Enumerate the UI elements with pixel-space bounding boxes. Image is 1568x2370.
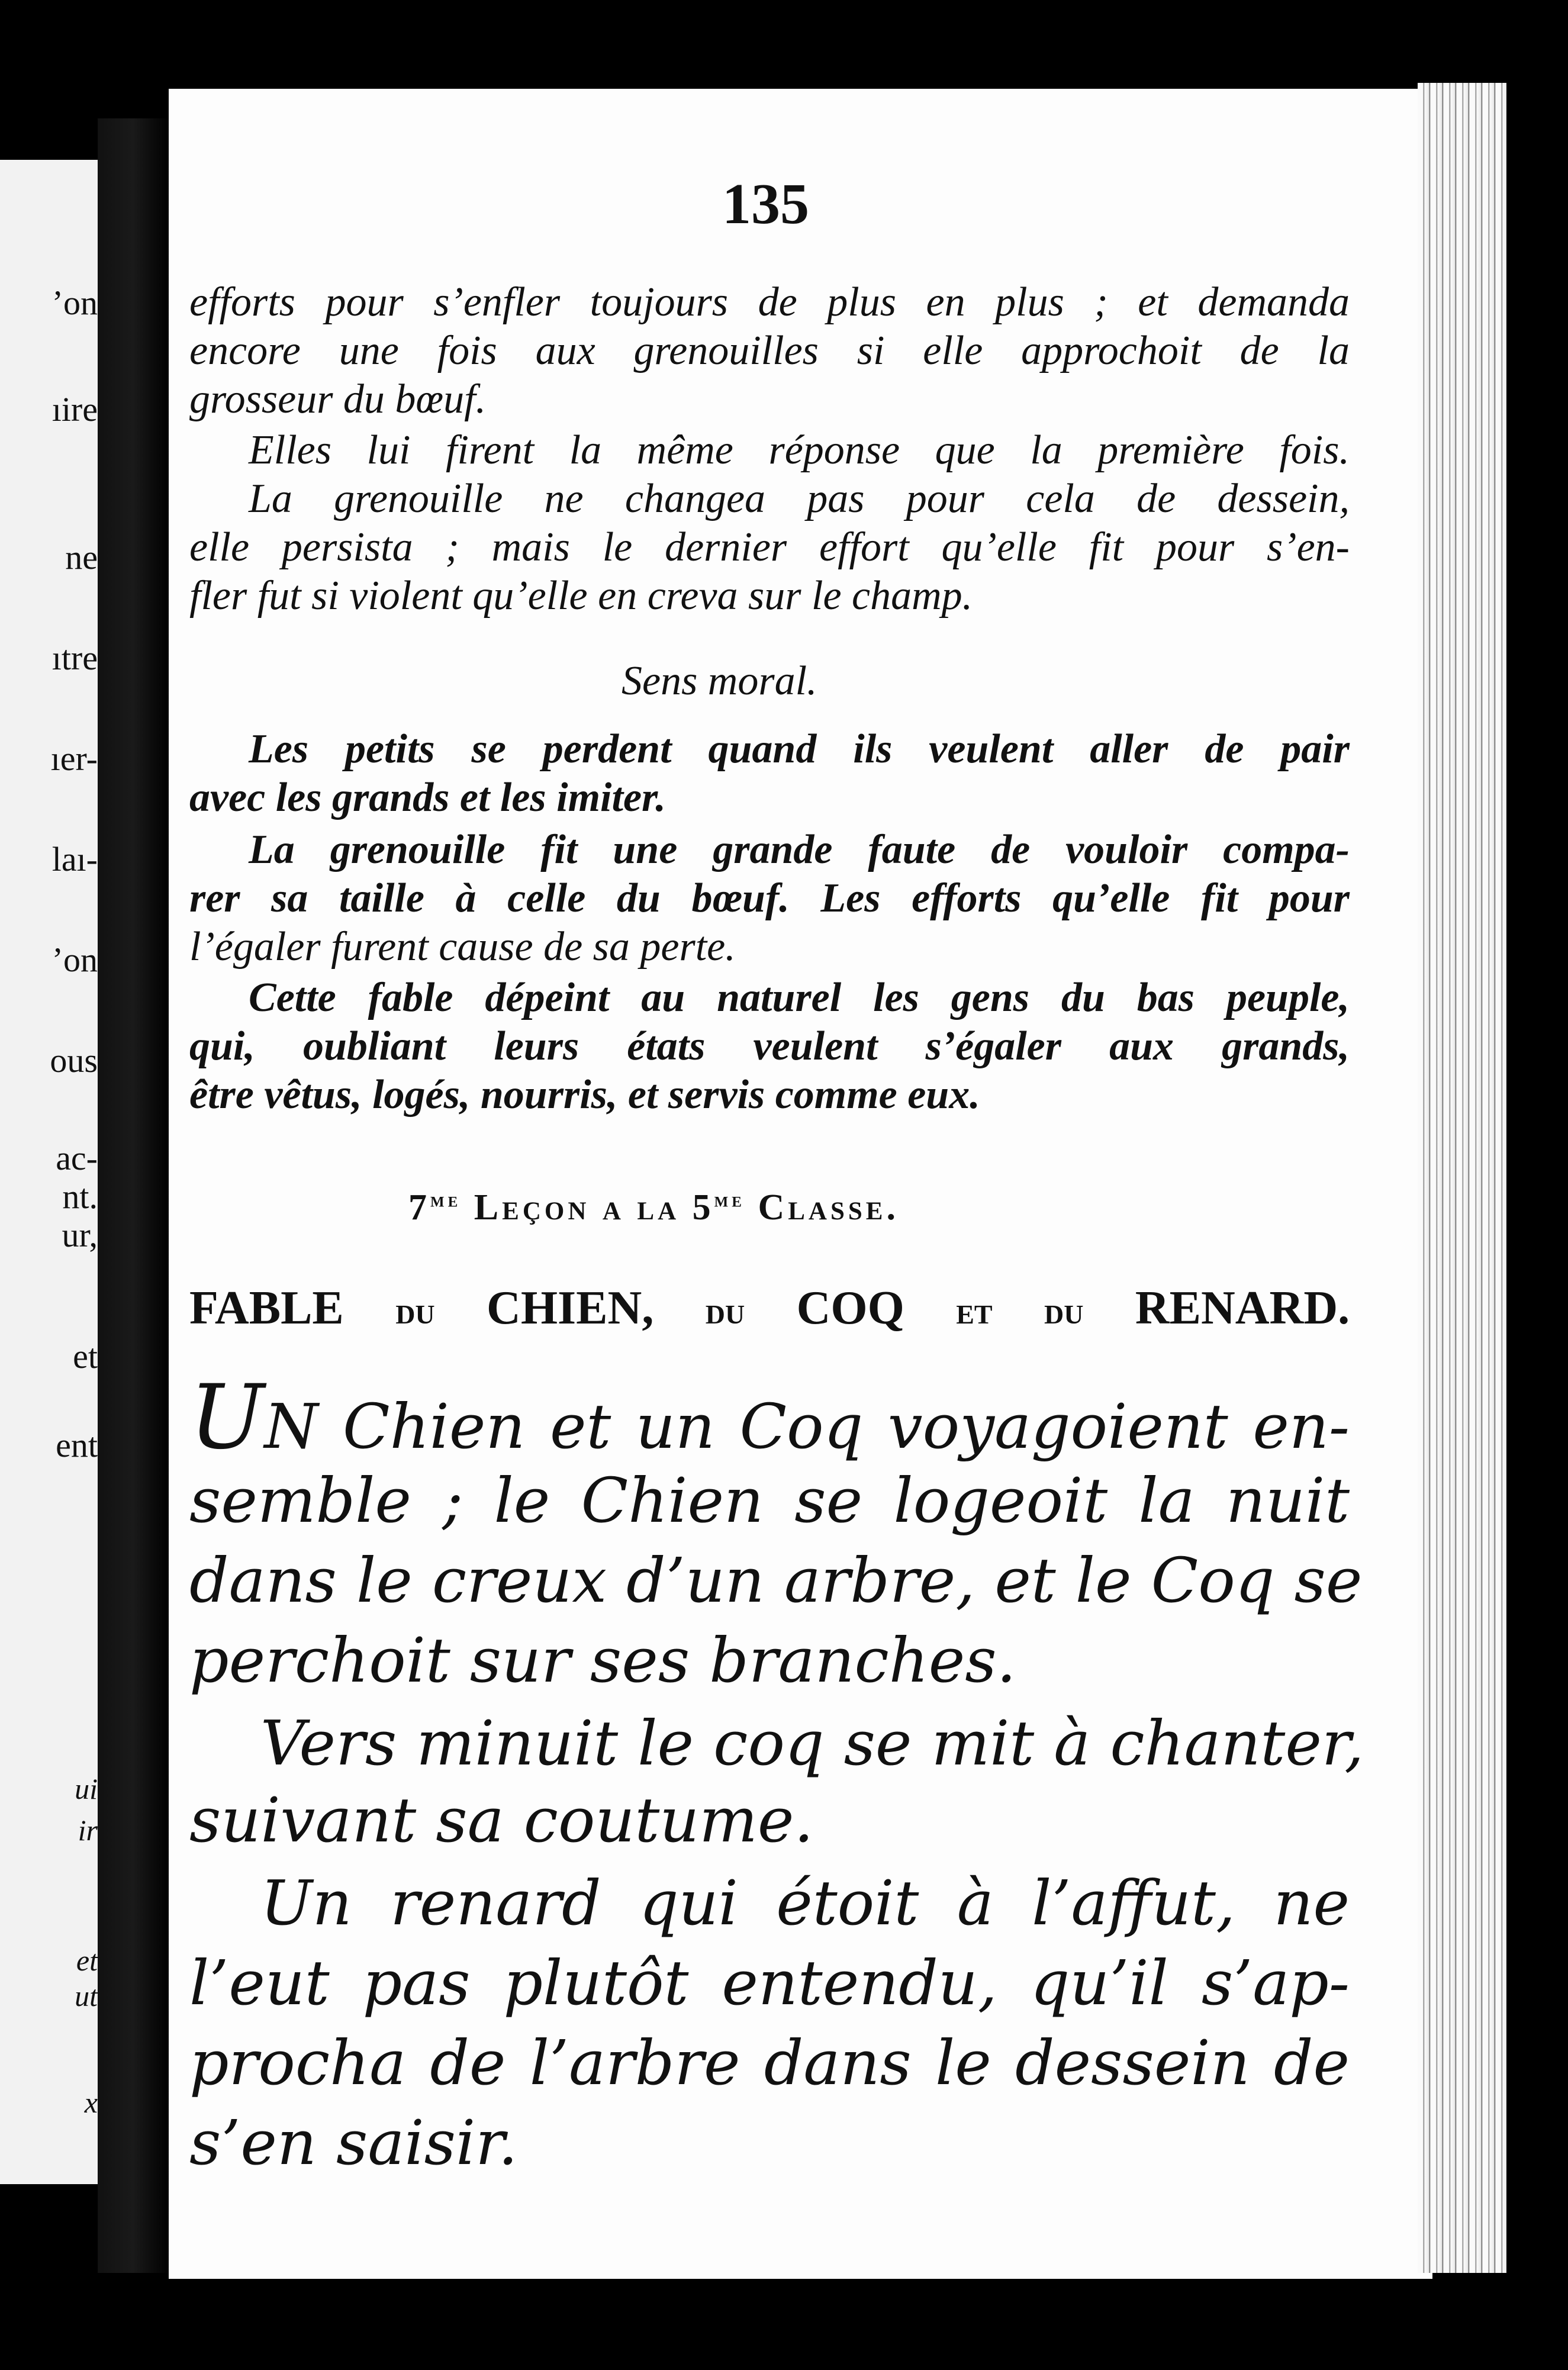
text-line: elle persista ; mais le dernier effort qu’elle fit pour s’en-: [189, 524, 1350, 570]
left-fragment: et: [76, 1944, 98, 1977]
story-text: N Chien et un Coq voyagoient en-: [264, 1390, 1350, 1463]
title-word: du: [395, 1289, 435, 1332]
text-line: grosseur du bœuf.: [189, 376, 487, 422]
left-fragment: ous: [50, 1042, 98, 1080]
title-word: FABLE: [189, 1282, 344, 1334]
lesson-number: 7: [408, 1187, 430, 1228]
drop-cap: U: [189, 1366, 265, 1469]
story-line: dans le creux d’un arbre, et le Coq se: [189, 1544, 1363, 1617]
left-fragment: ıire: [51, 391, 98, 429]
text-line: qui, oubliant leurs états veulent s’égaler aux grands,: [189, 1023, 1350, 1069]
left-fragment: et: [73, 1338, 98, 1376]
left-fragment: ’on: [51, 941, 98, 979]
moral-heading: Sens moral.: [622, 658, 817, 704]
left-fragment: laı-: [51, 841, 98, 878]
left-fragment: ac-: [56, 1139, 98, 1177]
left-fragment: ut: [75, 1979, 98, 2012]
title-word: du: [705, 1289, 745, 1332]
text-line: l’égaler furent cause de sa perte.: [189, 924, 736, 970]
previous-page-edge: [0, 160, 101, 2184]
text-line: rer sa taille à celle du bœuf. Les efforts qu’elle fit pour: [189, 875, 1350, 921]
left-fragment: nt.: [62, 1178, 98, 1216]
text-line: Elles lui firent la même réponse que la première fois.: [249, 427, 1350, 473]
page-stack-edge: [1418, 83, 1506, 2273]
title-word: du: [1044, 1289, 1084, 1332]
class-number: 5: [692, 1187, 714, 1228]
story-line: perchoit sur ses branches.: [189, 1624, 1016, 1696]
story-line: Un renard qui étoit à l’affut, ne: [260, 1867, 1350, 1939]
story-line: Vers minuit le coq se mit à chanter,: [260, 1707, 1364, 1779]
left-fragment: x: [84, 2086, 98, 2119]
left-fragment: ne: [65, 539, 98, 577]
text-line: Les petits se perdent quand ils veulent aller de pair: [249, 726, 1350, 772]
left-fragment: ur,: [62, 1216, 98, 1254]
title-word: RENARD.: [1135, 1282, 1350, 1334]
left-fragment: ir: [78, 1814, 98, 1847]
scan-border: [1506, 0, 1568, 2370]
title-word: COQ: [796, 1282, 904, 1334]
story-line: l’eut pas plutôt entendu, qu’il s’ap-: [189, 1947, 1350, 2019]
title-word: et: [956, 1289, 993, 1332]
story-line: semble ; le Chien se logeoit la nuit: [189, 1464, 1350, 1537]
book-gutter-shadow: [98, 118, 169, 2273]
text-line: fler fut si violent qu’elle en creva sur le champ.: [189, 573, 973, 619]
left-fragment: ıer-: [50, 740, 98, 778]
text-line: La grenouille ne changea pas pour cela de dessein,: [249, 476, 1350, 521]
story-line: [189, 1366, 1350, 1469]
story-line: s’en saisir.: [189, 2107, 518, 2179]
story-line: procha de l’arbre dans le dessein de: [189, 2027, 1350, 2099]
text-line: encore une fois aux grenouilles si elle approchoit de la: [189, 328, 1350, 373]
text-line: efforts pour s’enfler toujours de plus en plus ; et demanda: [189, 279, 1350, 325]
text-line: La grenouille fit une grande faute de vouloir compa-: [249, 827, 1350, 872]
left-fragment: ıtre: [51, 639, 98, 677]
fable-title: [189, 1281, 1350, 1335]
left-fragment: ’on: [51, 284, 98, 322]
title-word: CHIEN,: [487, 1282, 654, 1334]
text-line: Cette fable dépeint au naturel les gens du bas peuple,: [249, 975, 1350, 1020]
left-fragment: ui: [75, 1772, 98, 1805]
lesson-heading: [408, 1187, 899, 1229]
page-number: 135: [722, 172, 809, 236]
story-line: suivant sa coutume.: [189, 1784, 814, 1856]
class-word: Classe.: [758, 1187, 899, 1228]
superscript: me: [714, 1187, 745, 1212]
text-line: avec les grands et les imiter.: [189, 775, 666, 820]
text-line: être vêtus, logés, nourris, et servis comme eux.: [189, 1072, 980, 1118]
superscript: me: [430, 1187, 462, 1212]
left-fragment: ent: [56, 1426, 98, 1464]
lesson-word: Leçon a la: [474, 1187, 680, 1228]
